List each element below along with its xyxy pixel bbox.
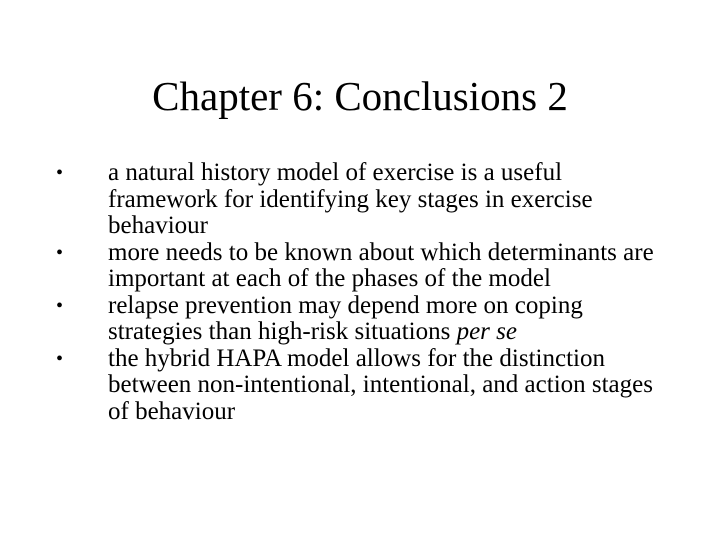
- bullet-text: the hybrid HAPA model allows for the distinction between non-intentional, intentional, and action stages of behaviour: [108, 344, 653, 425]
- bullet-marker: •: [56, 162, 64, 184]
- bullet-list: [0, 160, 720, 425]
- bullet-item: [0, 160, 668, 240]
- slide-title: Chapter 6: Conclusions 2: [152, 73, 568, 119]
- bullet-item: [0, 240, 668, 293]
- bullet-item: [0, 293, 668, 346]
- bullet-emphasis: per se: [456, 318, 517, 345]
- bullet-marker: •: [56, 347, 64, 370]
- bullet-text: a natural history model of exercise is a useful framework for identifying key stages in exercise behaviour: [108, 159, 593, 239]
- bullet-text: relapse prevention may depend more on coping strategies than high-risk situations: [108, 291, 583, 345]
- bullet-marker: •: [56, 241, 64, 264]
- bullet-text: more needs to be known about which determinants are important at each of the phases of the model: [108, 238, 654, 292]
- bullet-item: [0, 346, 668, 426]
- bullet-marker: •: [56, 294, 64, 317]
